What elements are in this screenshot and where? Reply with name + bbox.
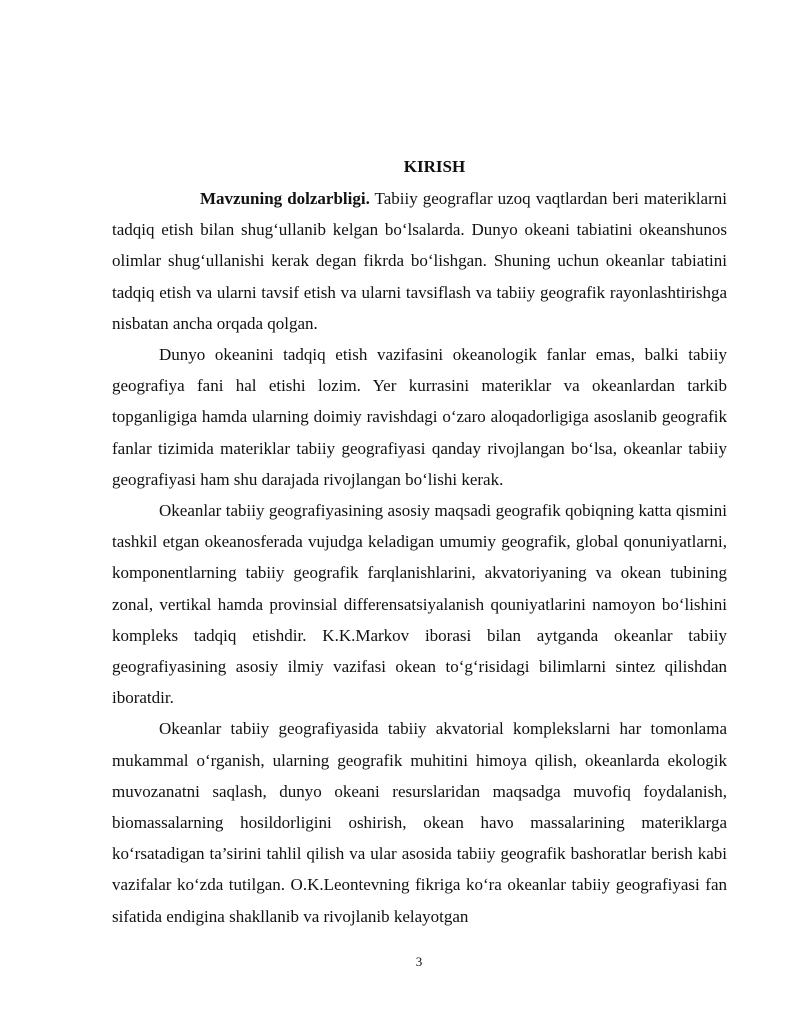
paragraph-text: Tabiiy geograflar uzoq vaqtlardan beri materiklarni tadqiq etish bilan shug‘ullanib kelgan bo‘lsalarda. Dunyo okeani tabiatini okeanshunos olimlar shug‘ullanishi kerak degan fikrda bo‘lishgan. Shuning uchun okeanlar tabiatini tadqiq etish va ularni tavsif etish va ularni tavsiflash va tabiiy geografik rayonlashtirishga nisbatan ancha orqada qolgan. [112, 189, 727, 333]
section-title: KIRISH [403, 157, 466, 176]
paragraph-main-goal: Okeanlar tabiiy geografiyasining asosiy maqsadi geografik qobiqning katta qismini tashkil etgan okeanosferada vujudga keladigan umumiy geografik, global qonuniyatlarni, komponentlarning tabiiy geografik farqlanishlarini, akvatoriyaning va okean tubining zonal, vertikal hamda provinsial differensatsiyalanish qouniyatlarini namoyon bo‘lishini kompleks tadqiq etishdir. K.K.Markov iborasi bilan aytganda okeanlar tabiiy geografiyasining asosiy ilmiy vazifasi okean to‘g‘risidagi bilimlarni sintez qilishdan iboratdir. [112, 501, 727, 708]
paragraph-lead-heading: Mavzuning dolzarbligi. [200, 189, 370, 208]
paragraph-ocean-study: Dunyo okeanini tadqiq etish vazifasini okeanologik fanlar emas, balki tabiiy geografiya fani hal etishi lozim. Yer kurrasini materiklar va okeanlardan tarkib topganligiga hamda ularning doimiy ravishdagi o‘zaro aloqadorligiga asoslanib geografik fanlar tizimida materiklar tabiiy geografiyasi qanday rivojlangan bo‘lsa, okeanlar tabiiy geografiyasi ham shu darajada rivojlangan bo‘lishi kerak. [112, 345, 727, 489]
paragraph-tasks: Okeanlar tabiiy geografiyasida tabiiy akvatorial komplekslarni har tomonlama mukammal o‘rganish, ularning geografik muhitini himoya qilish, okeanlarda ekologik muvozanatni saqlash, dunyo okeani resurslaridan maqsadga muvofiq foydalanish, biomassalarning hosildorligini oshirish, okean havo massalarining materiklarga ko‘rsatadigan ta’sirini tahlil qilish va ular asosida tabiiy geografik bashoratlar berish kabi vazifalar ko‘zda tutilgan. O.K.Leontevning fikriga ko‘ra okeanlar tabiiy geografiyasi fan sifatida endigina shakllanib va rivojlanib kelayotgan [112, 719, 727, 926]
paragraph-relevance [112, 183, 727, 339]
page-number: 3 [415, 954, 423, 969]
document-page [112, 150, 727, 932]
